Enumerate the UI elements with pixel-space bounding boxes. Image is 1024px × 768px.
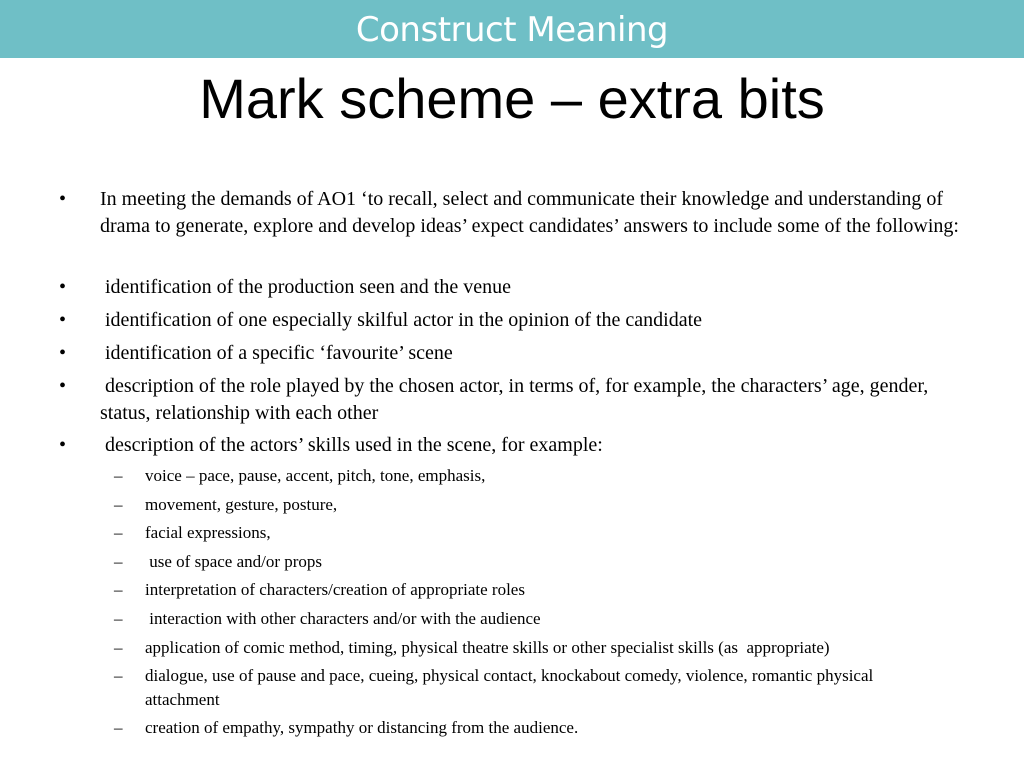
sub-bullet-text: application of comic method, timing, physical theatre skills or other specialist skills (as appropriate) bbox=[145, 638, 830, 657]
bullet-text: identification of the production seen and the venue bbox=[100, 276, 511, 298]
bullet-text: identification of one especially skilful actor in the opinion of the candidate bbox=[100, 309, 703, 331]
dash-marker: – bbox=[114, 552, 123, 571]
sub-bullet-text: facial expressions, bbox=[145, 523, 271, 542]
bullet-text: description of the actors’ skills used in the scene, for example: bbox=[100, 434, 603, 456]
sub-bullet-text: movement, gesture, posture, bbox=[145, 495, 338, 514]
bullet-marker: • bbox=[59, 276, 67, 298]
dash-marker: – bbox=[114, 466, 123, 485]
sub-bullet-text: use of space and/or props bbox=[145, 552, 323, 571]
sub-bullet-text: voice – pace, pause, accent, pitch, tone, emphasis, bbox=[145, 466, 486, 485]
header-banner bbox=[0, 0, 1024, 58]
bullet-marker: • bbox=[59, 375, 67, 397]
dash-marker: – bbox=[114, 580, 123, 599]
dash-marker: – bbox=[114, 523, 123, 542]
sub-bullet-text: interaction with other characters and/or with the audience bbox=[145, 609, 541, 628]
dash-marker: – bbox=[114, 495, 123, 514]
dash-marker: – bbox=[114, 666, 123, 685]
bullet-marker: • bbox=[59, 434, 67, 456]
bullet-marker: • bbox=[59, 309, 67, 331]
bullet-text: identification of a specific ‘favourite’ scene bbox=[100, 342, 453, 364]
bullet-text: In meeting the demands of AO1 ‘to recall, select and communicate their knowledge and understanding of drama to generate, explore and develop ideas’ expect candidates’ answers to include some of the following: bbox=[100, 188, 959, 237]
sub-bullet-text: creation of empathy, sympathy or distancing from the audience. bbox=[145, 718, 579, 737]
sub-bullet-text: dialogue, use of pause and pace, cueing, physical contact, knockabout comedy, violence, romantic physical attachment bbox=[145, 666, 878, 709]
banner-title: Construct Meaning bbox=[355, 10, 669, 50]
dash-marker: – bbox=[114, 638, 123, 657]
dash-marker: – bbox=[114, 718, 123, 737]
bullet-marker: • bbox=[59, 342, 67, 364]
bullet-marker: • bbox=[59, 188, 67, 210]
slide-title: Mark scheme – extra bits bbox=[199, 67, 825, 130]
sub-bullet-text: interpretation of characters/creation of appropriate roles bbox=[145, 580, 525, 599]
bullet-text: description of the role played by the chosen actor, in terms of, for example, the characters’ age, gender, status, relationship with each other bbox=[100, 375, 934, 424]
dash-marker: – bbox=[114, 609, 123, 628]
